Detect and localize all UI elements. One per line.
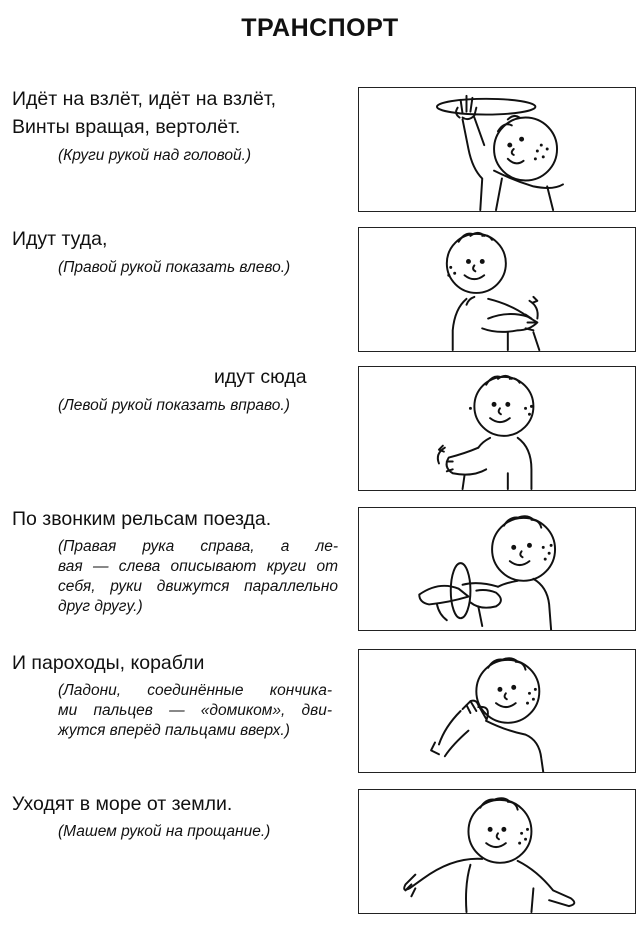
verse-4-line-1: По звонким рельсам поезда.	[12, 508, 272, 530]
verse-5-line-1: И пароходы, корабли	[12, 652, 205, 674]
verse-1-note: (Круги рукой над головой.)	[58, 147, 252, 164]
verse-4-note-line-3: себя, руки движутся параллельно	[58, 578, 338, 595]
verse-4-note-line-4: друг другу.)	[58, 598, 143, 615]
verse-4-note-line-2: вая — слева описывают круги от	[58, 558, 338, 575]
verse-5-note-line-2: ми пальцев — «домиком», дви-	[58, 702, 332, 719]
verse-3-line-1: идут сюда	[214, 366, 307, 388]
illustration-frame-4	[358, 507, 636, 631]
illustration-frame-1	[358, 87, 636, 212]
verse-3-note: (Левой рукой показать вправо.)	[58, 397, 290, 414]
helicopter-gesture-icon	[359, 88, 635, 211]
verse-1-line-1: Идёт на взлёт, идёт на взлёт,	[12, 88, 277, 110]
point-left-gesture-icon	[359, 228, 635, 351]
verse-2-note: (Правой рукой показать влево.)	[58, 259, 291, 276]
verse-2-line-1: Идут туда,	[12, 228, 108, 250]
verse-5-note-line-1: (Ладони, соединённые кончика-	[58, 682, 332, 699]
verse-6-note: (Машем рукой на прощание.)	[58, 823, 271, 840]
verse-1-line-2: Винты вращая, вертолёт.	[12, 116, 241, 138]
page-title: ТРАНСПОРТ	[241, 14, 399, 42]
verse-5-note-line-3: жутся вперёд пальцами вверх.)	[58, 722, 290, 739]
ship-house-hands-gesture-icon	[359, 650, 635, 772]
train-circles-gesture-icon	[359, 508, 635, 630]
illustration-frame-3	[358, 366, 636, 491]
point-right-gesture-icon	[359, 367, 635, 490]
verse-4-note-line-1: (Правая рука справа, а ле-	[58, 538, 338, 555]
wave-goodbye-gesture-icon	[359, 790, 635, 913]
illustration-frame-5	[358, 649, 636, 773]
verse-6-line-1: Уходят в море от земли.	[12, 793, 233, 815]
illustration-frame-6	[358, 789, 636, 914]
illustration-frame-2	[358, 227, 636, 352]
